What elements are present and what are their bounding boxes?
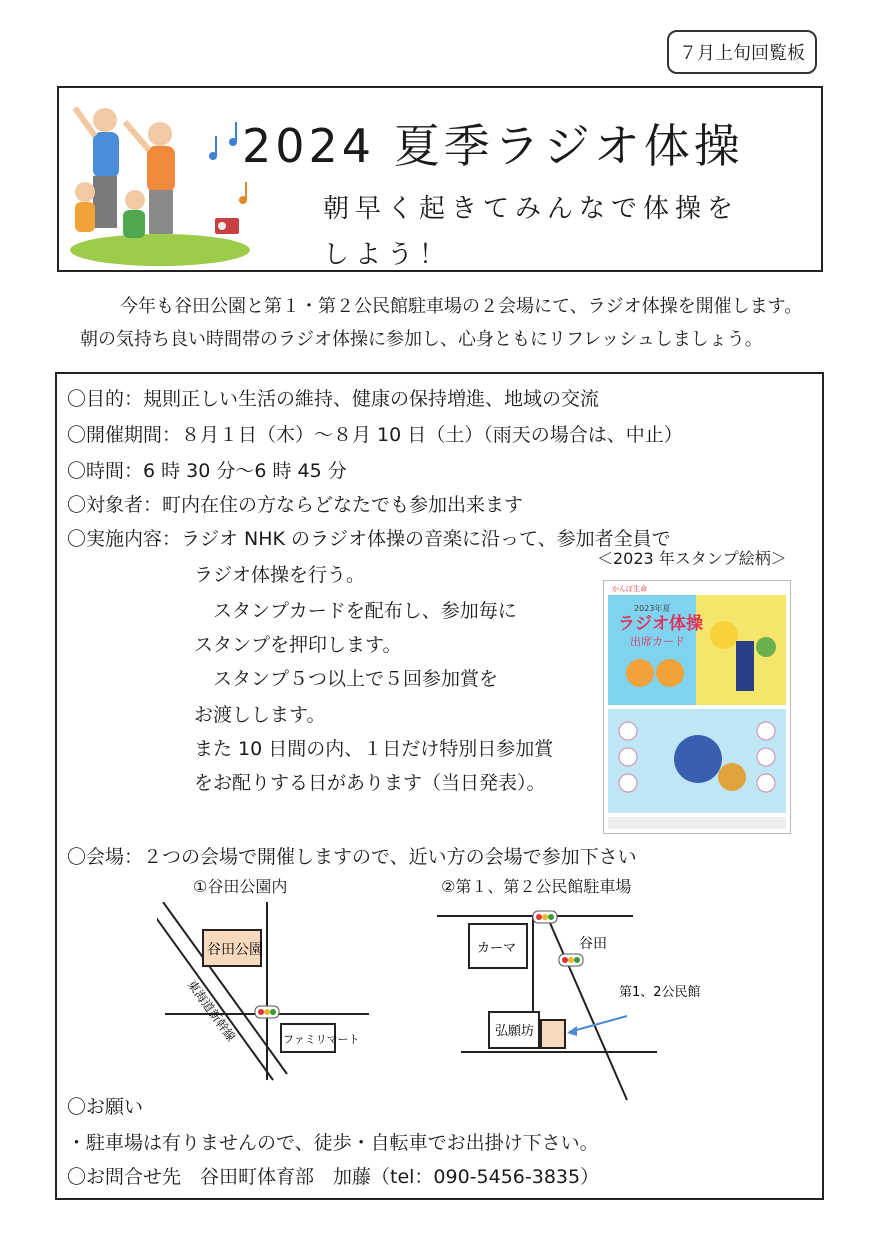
content-line: スタンプを押印します。 [194,634,402,656]
content-line: スタンプ５つ以上で５回参加賞を [194,668,499,690]
time-row: 〇時間：6 時 30 分～6 時 45 分 [67,460,347,482]
request-text: ・駐車場は有りませんので、徒歩・自転車でお出掛け下さい。 [67,1132,599,1154]
target-row: 〇対象者：町内在住の方ならどなたでも参加出来ます [67,494,524,516]
map1-park-label: 谷田公園 [207,942,263,958]
contact-row: 〇お問合せ先 谷田町体育部 加藤（tel：090-5456-3835） [67,1166,600,1188]
map2-area-label: 谷田 [579,936,607,952]
map2-hall-label: 第1、2公民館 [619,985,701,1000]
stamp-year: 2023年夏 [634,604,671,613]
stamp-title: ラジオ体操 [618,614,703,634]
map1-label: ①谷田公園内 [193,877,288,896]
stamp-subtitle: 出席カード [630,635,685,648]
venue-row: 〇会場：２つの会場で開催しますので、近い方の会場で参加下さい [67,846,637,868]
content-line: スタンプカードを配布し、参加毎に [194,600,517,622]
details-box [55,372,824,1200]
map2-store-label: カーマ [477,941,517,956]
intro-line: 朝の気持ち良い時間帯のラジオ体操に参加し、心身ともにリフレッシュしましょう。 [80,329,763,350]
circular-badge: ７月上旬回覧板 [667,30,817,74]
intro-text [80,290,820,356]
page-title: 2024 夏季ラジオ体操 [242,119,744,173]
map1-store-label: ファミリマート [283,1033,360,1046]
map-yata-park [157,902,377,1082]
page-subtitle: 朝早く起きてみんなで体操をしよう！ [323,194,740,270]
content-row: 〇実施内容：ラジオ NHK のラジオ体操の音楽に沿って、参加者全員で [67,528,671,550]
content-line: ラジオ体操を行う。 [194,564,366,586]
content-line: また 10 日間の内、１日だけ特別日参加賞 [194,738,554,760]
map1-railway-label: 東海道新幹線 [184,977,239,1045]
header-box [57,86,823,272]
period-row: 〇開催期間：８月１日（木）～８月 10 日（土）（雨天の場合は、中止） [67,424,683,446]
map2-temple-label: 弘願坊 [495,1024,535,1039]
request-title: 〇お願い [67,1096,144,1118]
stamp-card-image [603,580,791,834]
map-community-hall [437,902,737,1102]
purpose-row: 〇目的：規則正しい生活の維持、健康の保持増進、地域の交流 [67,388,600,410]
exercise-illustration [65,92,255,268]
stamp-caption: ＜2023 年スタンプ絵柄＞ [597,549,787,568]
content-line: をお配りする日があります（当日発表）。 [194,772,546,794]
map2-label: ②第１、第２公民館駐車場 [441,877,632,896]
content-line: お渡しします。 [194,704,326,726]
intro-line: 今年も谷田公園と第１・第２公民館駐車場の２会場にて、ラジオ体操を開催します。 [120,296,803,317]
stamp-brand: かんぽ生命 [612,585,647,593]
